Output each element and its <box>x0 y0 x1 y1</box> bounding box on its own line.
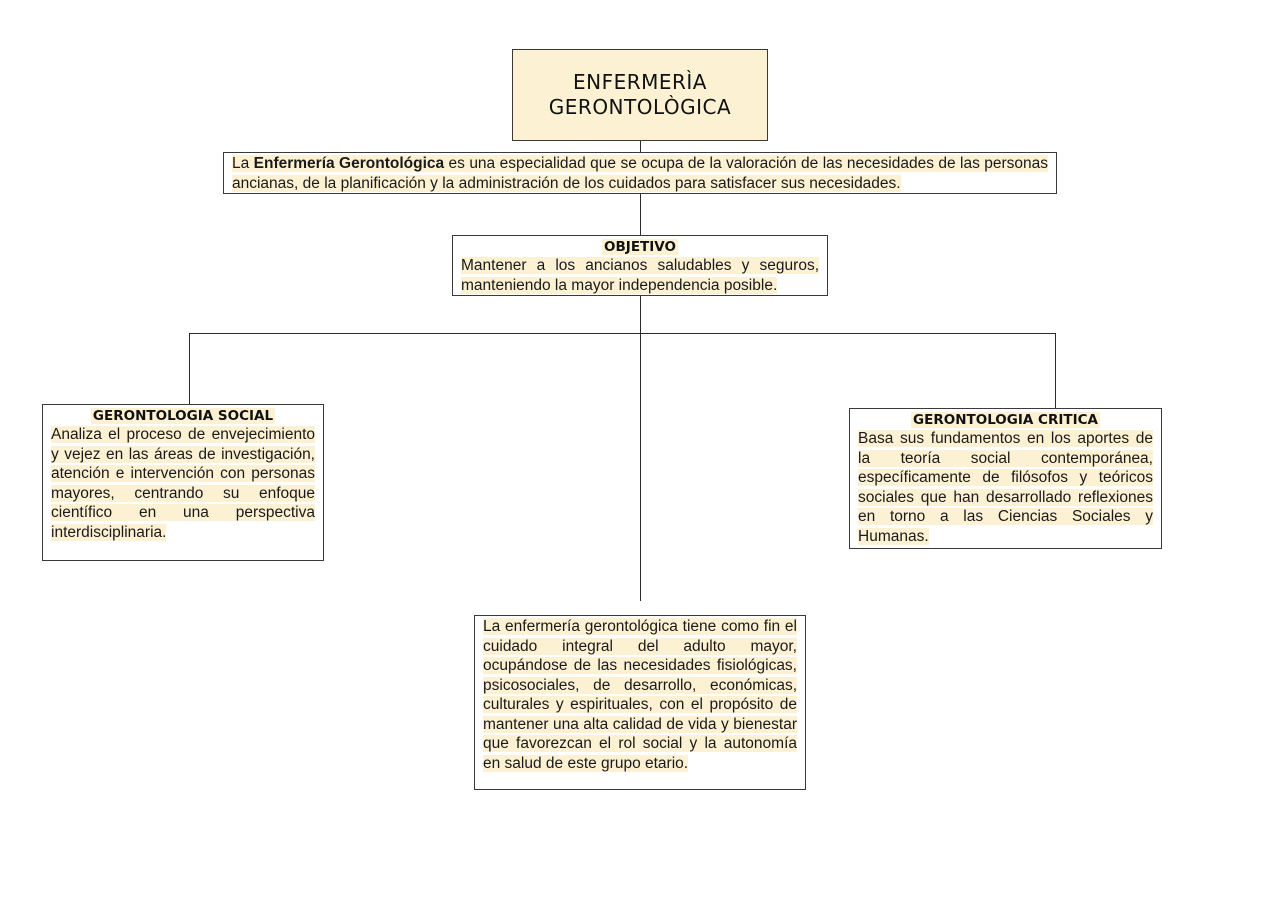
title-line-2: GERONTOLÒGICA <box>548 95 732 119</box>
social-text: Analiza el proceso de envejecimiento y vejez en las áreas de investigación, atención e intervención con personas mayores, centrando su enfoque científico en una perspectiva interdisciplinaria. <box>51 426 315 541</box>
objective-text-row <box>461 256 819 295</box>
critica-text: Basa sus fundamentos en los aportes de la teoría social contemporánea, específicamente de filósofos y teóricos sociales que han desarrollado reflexiones en torno a las Ciencias Sociales y Humanas. <box>858 430 1153 545</box>
social-heading-row <box>51 407 315 425</box>
objective-text: Mantener a los ancianos saludables y seguros, manteniendo la mayor independencia posible. <box>461 257 819 294</box>
definition-prefix: La <box>232 155 254 172</box>
title-line-1: ENFERMERÌA <box>572 70 707 94</box>
purpose-text: La enfermería gerontológica tiene como fin el cuidado integral del adulto mayor, ocupándose de las necesidades fisiológicas, psicosociales, de desarrollo, económicas, culturales y espirituales, con el propósito de mantener una alta calidad de vida y bienestar que favorezcan el rol social y la autonomía en salud de este grupo etario. <box>483 618 797 772</box>
social-heading: GERONTOLOGIA SOCIAL <box>92 408 274 424</box>
purpose-text-row <box>483 617 797 773</box>
gerontologia-critica-box <box>849 408 1162 549</box>
purpose-box <box>474 615 806 790</box>
objective-heading-row <box>461 238 819 256</box>
critica-heading-row <box>858 411 1153 429</box>
objective-heading: OBJETIVO <box>604 239 676 255</box>
critica-heading: GERONTOLOGIA CRITICA <box>913 412 1098 428</box>
critica-text-row <box>858 429 1153 546</box>
objective-box <box>452 235 828 296</box>
definition-rest: es una especialidad que se ocupa de la valoración de las necesidades de las personas ancianas, de la planificación y la administración de los cuidados para satisfacer sus necesidades. <box>232 155 1048 192</box>
social-text-row <box>51 425 315 542</box>
definition-term: Enfermería Gerontológica <box>253 155 445 172</box>
title-box <box>512 49 768 141</box>
gerontologia-social-box <box>42 404 324 561</box>
definition-text <box>232 155 1048 192</box>
definition-box <box>223 152 1057 194</box>
